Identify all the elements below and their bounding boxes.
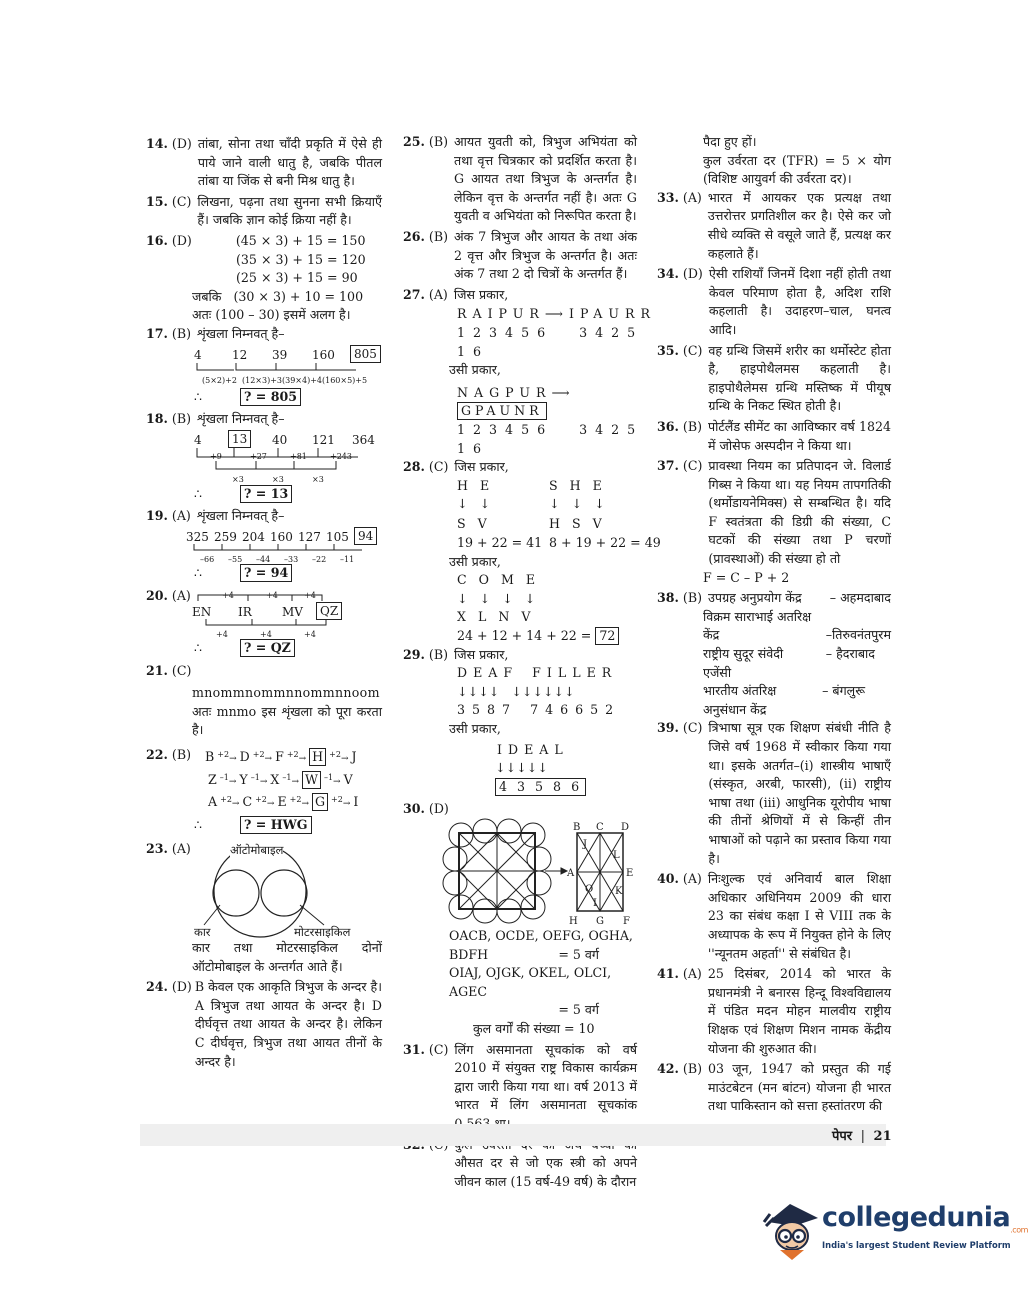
question-17: 17. (B) शृंखला निम्नवत् है– 4 12 39 160 805 (5×2)+2 (12×3)+3 (39×4)+4 (160×5)+5 ∴ ? = 805 (146, 325, 382, 406)
question-31: 31. (C) लिंग असमानता सूचकांक को वर्ष 2010 में संयुक्त राष्ट्र विकास कार्यक्रम द्वारा जारी किया गया था। वर्ष 2013 में भारत में लिंग असमानता सूचकांक (403, 1041, 637, 1113)
q22-arrow: $^{+2}$→ (329, 750, 349, 765)
question-37: 37. (C) प्रावस्था नियम का प्रतिपादन जे. विलार्ड गिब्स ने किया था। यह नियम तापगतिकी (थर्मोडायनेमिक्स) से सम्बन्धित है। यदि F स्वतंत्रता की डिग्री की संख्या, C घटकों की संख्या तथा P चरणों (प्रावस्थाओं) की संख्या हो तो F = C – P + 2 (657, 458, 891, 585)
q22-letter: F (275, 749, 284, 765)
question-33: 33. (A) भारत में आयकर एक प्रत्यक्ष तथा उत्तरोत्तर प्रगतिशील कर है। ऐसे कर जो सीधे व्यक्ति से वसूले जाते हैं, प्रत्यक्ष कर कहलाते हैं। (657, 189, 891, 261)
series-18-diagram: 4 13 40 121 364 +9 +27 +81 +243 ×3 ×3 ×3 (194, 431, 382, 483)
question-42: 42. (B) 03 जून, 1947 को प्रस्तुत की गई माउंटबेटन (मन बांटन) योजना ही भारत तथा पाकिस्तान को सत्ता हस्तांतरण की (657, 1061, 891, 1114)
page-number: पेपर | 21 (832, 1129, 892, 1144)
question-40: 40. (A) निःशुल्क एवं अनिवार्य बाल शिक्षा अधिकार अधिनियम 2009 की धारा 23 का संबंध कक्षा I से VIII तक के अध्यापक के रूप में नियुक्त होने के लिए ''न्यूनतम अहर्ता'' से संबंधित है। (657, 871, 891, 961)
question-28: 28. (C) जिस प्रकार, H E S H E ↓ ↓ ↓ ↓ ↓ S V H S V 19 + 22 = 41 8 + 19 + 22 = 49 उसी प्रकार, C O M E ↓ ↓ ↓ ↓ X L N V 24 + 12 + 14 + 22 = 72 (403, 459, 661, 644)
q22-letter: H (309, 748, 326, 766)
question-26: 26. (B) अंक 7 त्रिभुज और आयत के तथा अंक 2 वृत्त और त्रिभुज के अन्तर्गत है। अतः अंक 7 तथा 2 दो चित्रों के अन्तर्गत हैं। (403, 228, 637, 282)
q22-letter: B (205, 749, 215, 765)
answer-18: ? = 13 (240, 485, 292, 503)
question-32: औसत दर से जो एक स्त्री को अपने जीवन काल (15 वर्ष-49 वर्ष) के दौरान (454, 1155, 637, 1189)
answer-17: ? = 805 (240, 388, 301, 406)
question-16: 16. (D) (45 × 3) + 15 = 150 (35 × 3) + 15 = 120 (25 × 3) + 15 = 90 जबकि (30 × 3) + 10 = 100 अतः (100 – 30) इसमें अलग है। (146, 232, 366, 323)
column-2 (403, 133, 661, 1193)
q22-letter: Z (208, 771, 217, 787)
q22-arrow: $^{-1}$→ (323, 772, 341, 787)
column-3: पैदा हुए हों। कुल उर्वरता दर (TFR) = 5 × योग (विशिष्ट आयुवर्ग की उर्वरता दर)। 33. (A) भारत में आयकर एक प्रत्यक्ष तथा उत्तरोत्तर प्रगतिशील कर है। ऐसे कर जो सीधे व्यक्ति से वसूले जाते हैं, प्रत्यक्ष कर कहलाते हैं। 34. (D) ऐसी राशियाँ जिनमें दिशा नहीं होती तथा केवल परिमाण होता है, अदिश राशि कहलाती है। उदाहरण–चाल, घनत्व आदि। 35. (C) वह ग्रन्थि जिसमें शरीर का थर्मोस्टेट होता है, हाइपोथैलमस कहलाती है। हाइपोथैलेमस ग्रन्थि मस्तिष्क में पीयूष ग्रन्थि के निकट स्थित होती है। 36. (B) पोर्टलैंड सीमेंट का आविष्कार वर्ष 1824 में जोसेफ अस्पदीन ने किया था। 37. (C) प्रावस्था नियम का प्रतिपादन जे. विलार्ड गिब्स ने किया था। यह नियम तापगतिकी (थर्मोडायनेमिक्स) से सम्बन्धित है। यदि F स्वतंत्रता की डिग्री की संख्या, C घटकों की संख्या तथा P चरणों (प्रावस्थाओं) की संख्या हो तो F = C – P + 2 38. (B) उपग्रह अनुप्रयोग केंद्र – अहमदाबाद विक्रम साराभाई अतरिक्ष केंद्र –तिरुवनंतपुरम राष्ट्रीय सुदूर संवेदी – हैदराबाद एजेंसी भारतीय अंतरिक्ष – बंगलुरू अनुसंधान केंद्र 39. (C) त्रिभाषा सूत्र एक शिक्षण संबंधी नीति है जिसे वर्ष 1968 में स्वीकार किया गया था। इसके अतर्गत–(i) शास्त्रीय भाषाएँ (संस्कृत, अरबी, फारसी), (ii) राष्ट्रीय भाषा तथा (iii) आधुनिक यूरोपीय भाषा की तीनों श्रेणियों में से किन्हीं तीन भाषाओं को पढ़ाने का प्रस्ताव किया गया है। 40. (A) निःशुल्क एवं अनिवार्य बाल शिक्षा अधिकार अधिनियम 2009 की धारा 23 का संबंध कक्षा I से VIII तक के अध्यापक के रूप में नियुक्त होने के लिए ''न्यूनतम अहर्ता'' से संबंधित है। 41. (A) 25 दिसंबर, 2014 को भारत के प्रधानमंत्री ने बनारस हिन्दू विश्वविद्यालय में पंडित मदन मोहन मालवीय राष्ट्रीय शिक्षक एवं शिक्षण मिशन नामक केंद्रीय योजना की शुरुआत की। 42. (B) 03 जून, 1947 को प्रस्तुत की गई माउंटबेटन (मन बांटन) योजना ही भारत तथा पाकिस्तान को सत्ता हस्तांतरण की (657, 133, 891, 1118)
q22-arrow: $^{+2}$→ (286, 750, 307, 765)
question-15: 15. (C) लिखना, पढ़ना तथा सुनना सभी क्रियाएँ हैं। जबकि ज्ञान कोई क्रिया नहीं है। (146, 193, 382, 228)
q22-letter: D (239, 749, 250, 765)
question-21: 21. (C) mnommnommnnommnnoom अतः mnmo इस शृंखला को पूरा करता है। (146, 662, 382, 738)
square-figure: B C D J L E A O K H G F I (403, 819, 637, 927)
question-23: 23. (A) ऑटोमोबाइल कार मोटरसाइकिल कार तथा मोटरसाइकिल दोनों ऑटोमोबाइल के अन्तर्गत आते हैं। (146, 841, 382, 974)
question-29: 29. (B) जिस प्रकार, DEAF FILLER ↓↓↓↓ ↓↓↓↓↓↓ 3 5 8 7 7 4 6 6 5 2 उसी प्रकार, IDEAL ↓↓↓↓↓ 4 3 5 8 6 (403, 646, 618, 794)
q22-letter: E (277, 794, 287, 810)
question-25: 25. (B) आयत युवती को, त्रिभुज अभियंता को तथा वृत्त चित्रकार को प्रदर्शित करता है। G आयत तथा त्रिभुज के अन्तर्गत है। लेकिन वृत्त के अन्तर्गत नहीं है। अतः G युवती व अभियंता को निरूपित करता है। (403, 134, 637, 224)
q22-letter: W (302, 771, 321, 789)
q22-letter: V (343, 771, 353, 787)
mascot-icon (760, 1196, 820, 1260)
q22-letter: Y (239, 771, 248, 787)
q22-arrow: $^{-1}$→ (250, 772, 268, 787)
q22-arrow: $^{+2}$→ (217, 750, 237, 765)
q22-arrow: $^{-1}$→ (282, 772, 299, 787)
question-30: 30. (D) B C D J L E A O K H G F I OACB, OCDE, OEFG, OGHA, BDFH = 5 वर्ग OIAJ, OJGK, OKEL, OLCI, AGEC = 5 वर्ग कुल वर्गों की संख्या = 10 (403, 800, 637, 1038)
question-19: 19. (A) शृंखला निम्नवत् है– 325 259 204 160 127 105 94 –66 –55 –44 –33 –22 –11 ∴ ? = 94 (146, 507, 382, 582)
answer-28: 72 (595, 627, 619, 645)
q22-arrow: $^{+2}$→ (252, 750, 273, 765)
series-18-connectors (194, 431, 384, 483)
question-27: 27. (A) जिस प्रकार, RAIPUR⟶IPAURR 1 2 3 4 5 6 3 4 2 5 1 6 उसी प्रकार, NAGPUR⟶GPAUNR 1 2 3 4 5 6 3 4 2 5 1 6 (403, 286, 656, 456)
question-18: 18. (B) शृंखला निम्नवत् है– 4 13 40 121 364 +9 +27 +81 +243 ×3 ×3 ×3 ∴ ? = 13 (146, 410, 382, 503)
question-22: 22. (B) B $^{+2}$→ D $^{+2}$→ F $^{+2}$→ H $^{+2}$→ J Z $^{-1}$→ Y $^{-1}$→ X $^{-1}$→ W $^{-1}$→ V A $^{+2}$→ C $^{+2}$→ E $^{+2}$→ G $^{+2}$→ I ∴ ? = HWG (146, 747, 359, 833)
question-24: 24. (D) B केवल एक आकृति त्रिभुज के अन्दर है। A त्रिभुज तथा आयत के अन्दर है। D दीर्घवृत्त तथा आयत के अन्दर है। लेकिन C दीर्घवृत्त, त्रिभुज तथा आयत तीनों के अन्दर है। (146, 979, 382, 1069)
q22-letter: G (312, 793, 328, 811)
venn-diagram: ऑटोमोबाइल कार मोटरसाइकिल (194, 843, 351, 940)
question-41: 41. (A) 25 दिसंबर, 2014 को भारत के प्रधानमंत्री ने बनारस हिन्दू विश्वविद्यालय में पंडित मदन मोहन मालवीय राष्ट्रीय शिक्षक एवं शिक्षण मिशन नामक केंद्रीय योजना की शुरुआत की। (657, 966, 891, 1056)
collegedunia-logo[interactable]: collegedunia$_{.com}$ India's largest Student Review Platform (760, 1196, 990, 1260)
answer-20: ? = QZ (240, 639, 295, 657)
q22-arrow: $^{-1}$→ (219, 772, 237, 787)
answer-19: ? = 94 (240, 564, 292, 582)
question-39: 39. (C) त्रिभाषा सूत्र एक शिक्षण संबंधी नीति है जिसे वर्ष 1968 में स्वीकार किया गया था। इसके अतर्गत–(i) शास्त्रीय भाषाएँ (संस्कृत, अरबी, फारसी), (ii) राष्ट्रीय भाषा तथा (iii) आधुनिक यूरोपीय भाषा की तीनों श्रेणियों में से किन्हीं तीन भाषाओं को पढ़ाने का प्रस्ताव किया गया है। (657, 720, 891, 866)
q22-arrow: $^{+2}$→ (331, 795, 351, 810)
question-35: 35. (C) वह ग्रन्थि जिसमें शरीर का थर्मोस्टेट होता है, हाइपोथैलमस कहलाती है। हाइपोथैलेमस ग्रन्थि मस्तिष्क में पीयूष ग्रन्थि के निकट स्थित होती है। (657, 342, 891, 414)
answer-22: ? = HWG (240, 816, 312, 834)
question-14: 14. (D) तांबा, सोना तथा चाँदी प्रकृति में ऐसे ही पाये जाने वाली धातु है, जबकि पीतल तांबा या जिंक से बनी मिश्र धातु है। (146, 136, 382, 189)
q22-letter: C (242, 794, 253, 810)
question-36: 36. (B) पोर्टलैंड सीमेंट का आविष्कार वर्ष 1824 में जोसेफ अस्पदीन ने किया था। (657, 418, 891, 453)
series-17-diagram: 4 12 39 160 805 (5×2)+2 (12×3)+3 (39×4)+4 (160×5)+5 (194, 346, 382, 386)
question-34: 34. (D) ऐसी राशियाँ जिनमें दिशा नहीं होती तथा केवल परिमाण होता है, अदिश राशि कहलाती है। उदाहरण–चाल, घनत्व आदि। (657, 266, 891, 337)
q22-letter: A (208, 794, 218, 810)
series-19-diagram: 325 259 204 160 127 105 94 –66 –55 –44 –33 –22 –11 (186, 528, 382, 562)
column-1 (146, 135, 382, 1073)
q22-arrow: $^{+2}$→ (255, 795, 275, 810)
question-20: 20. (A) +4 +4 +4 EN IR MV QZ +4 +4 +4 ∴ ? = QZ (146, 587, 382, 658)
footer-bar (140, 1124, 886, 1146)
series-20-diagram: +4 +4 +4 EN IR MV QZ +4 +4 +4 (192, 591, 382, 637)
answer-29: 4 3 5 8 6 (495, 778, 586, 796)
q22-arrow: $^{+2}$→ (289, 795, 309, 810)
q22-letter: I (353, 794, 359, 810)
q22-letter: X (270, 771, 280, 787)
q22-arrow: $^{+2}$→ (220, 795, 240, 810)
question-38: 38. (B) उपग्रह अनुप्रयोग केंद्र – अहमदाबाद विक्रम साराभाई अतरिक्ष केंद्र –तिरुवनंतपुरम राष्ट्रीय सुदूर संवेदी – हैदराबाद एजेंसी भारतीय अंतरिक्ष – बंगलुरू अनुसंधान केंद्र (657, 590, 891, 717)
q22-letter: J (351, 749, 357, 765)
